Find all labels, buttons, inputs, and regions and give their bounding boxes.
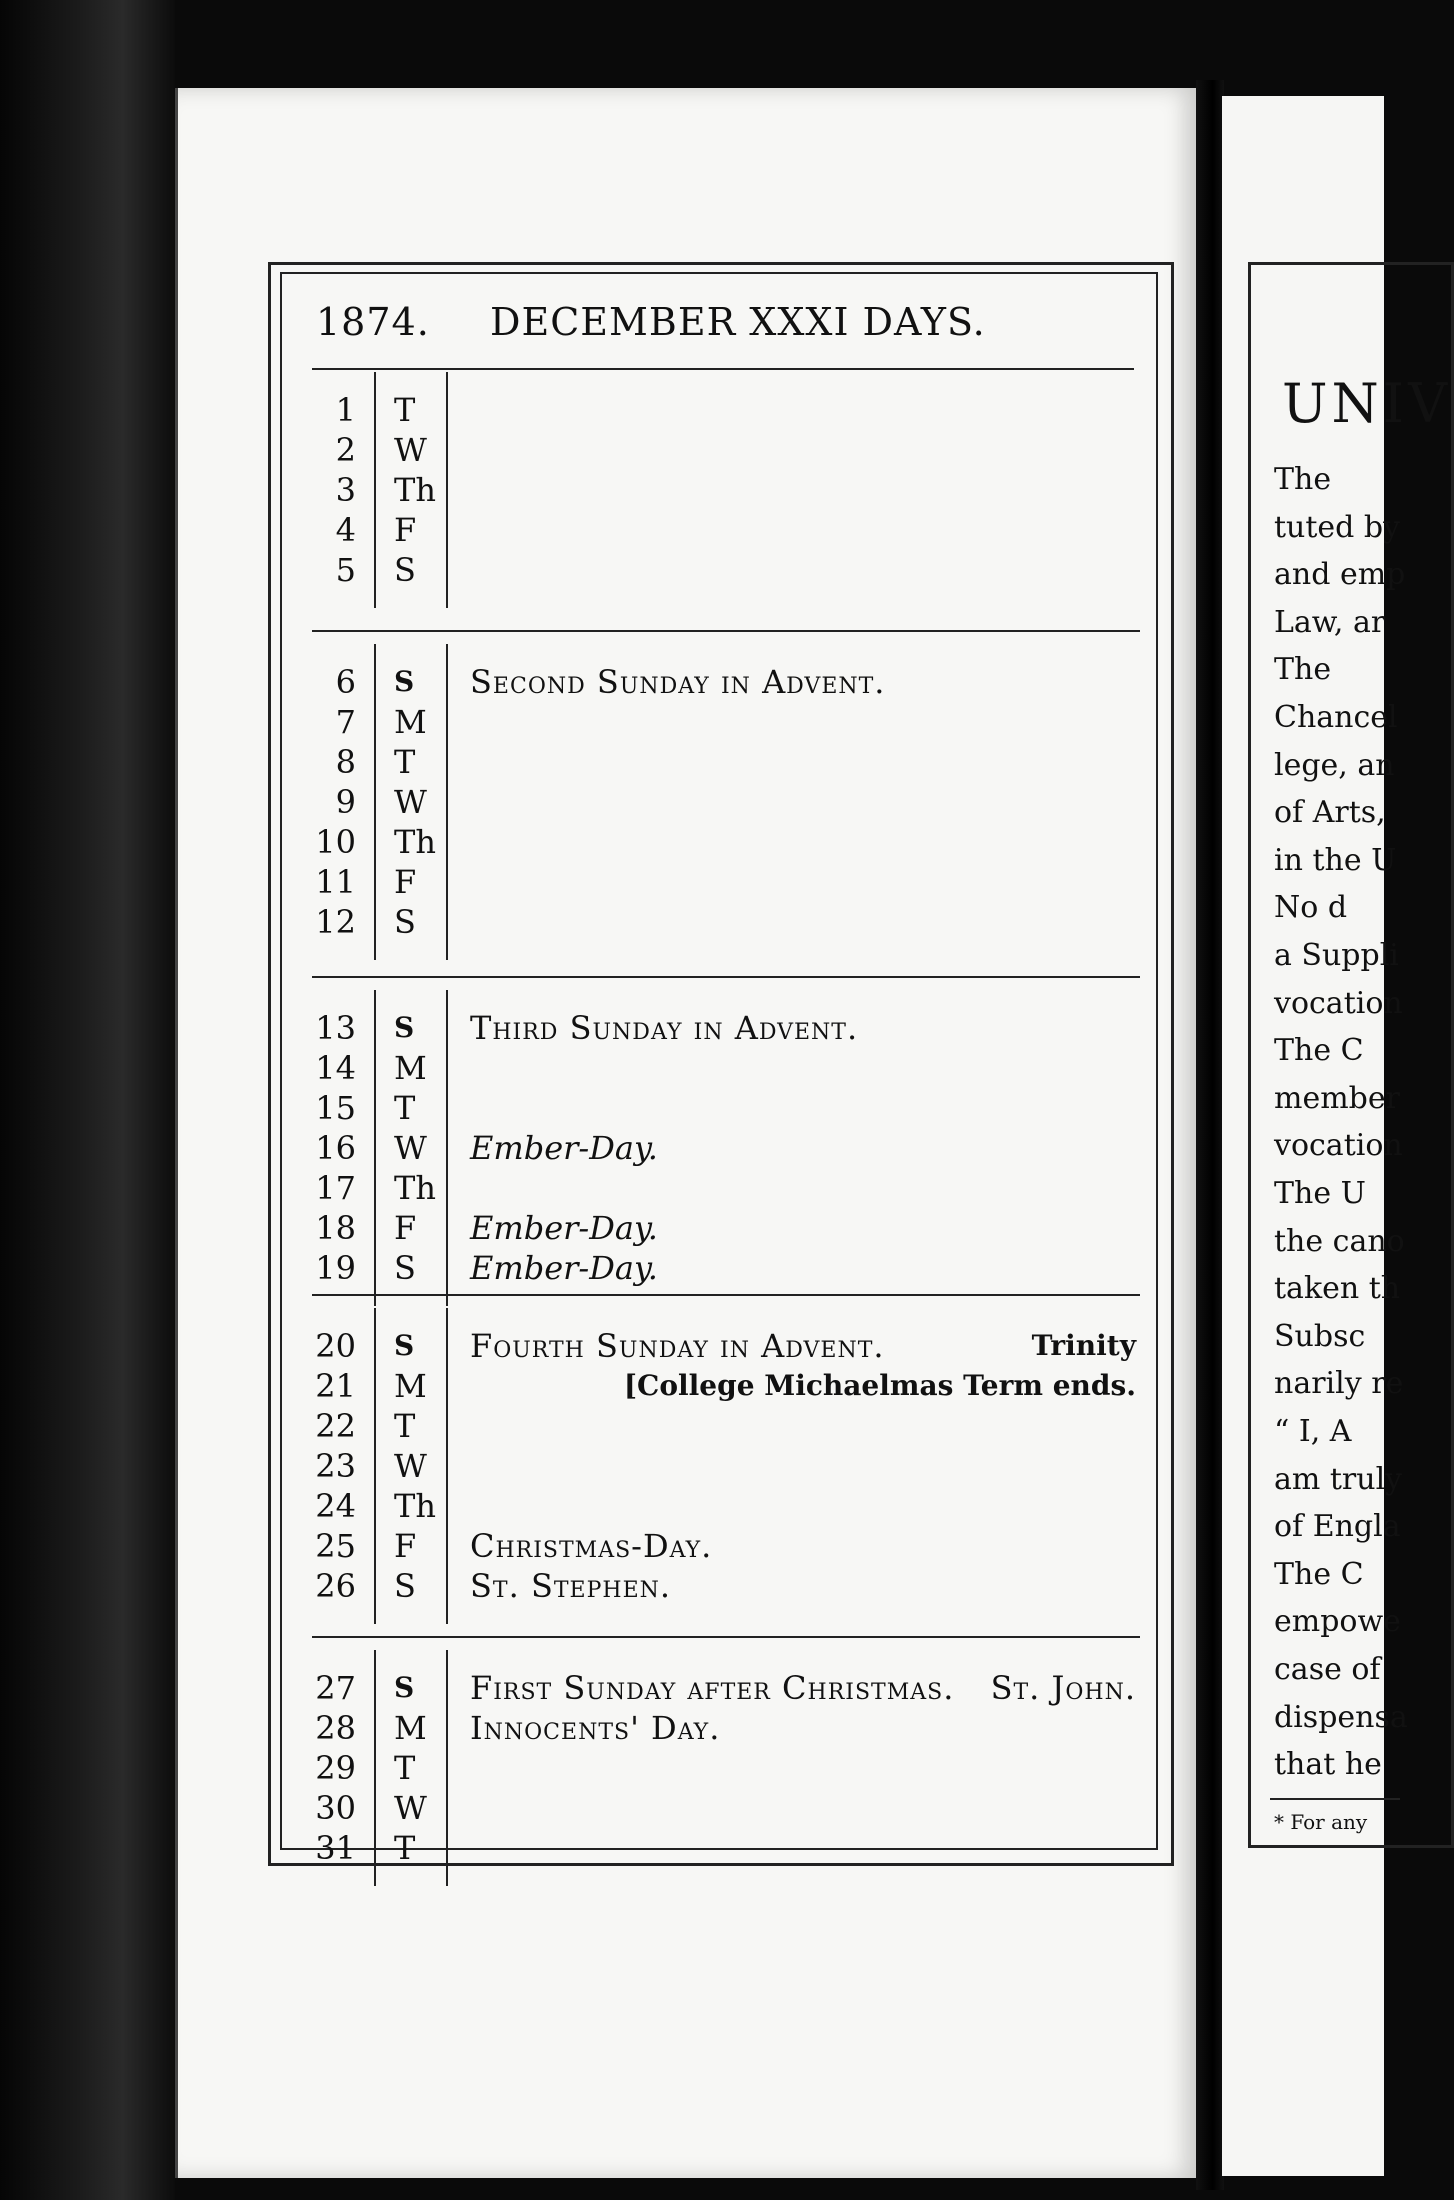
calendar-row	[312, 1668, 1140, 1708]
weekday-letter: M	[394, 1367, 427, 1405]
day-number: 3	[335, 471, 356, 509]
calendar-row	[312, 550, 1140, 590]
right-page-line: taken th	[1274, 1271, 1401, 1307]
week-divider	[312, 630, 1140, 632]
weekday-letter: S	[394, 1011, 415, 1044]
term-note: Trinity	[1031, 1329, 1136, 1362]
calendar-row	[312, 1248, 1140, 1288]
weekday-letter: T	[394, 1829, 416, 1867]
feast-note: Innocents' Day.	[470, 1709, 721, 1747]
calendar-row	[312, 1526, 1140, 1566]
calendar-row	[312, 662, 1140, 702]
calendar-row	[312, 510, 1140, 550]
calendar-row	[312, 1828, 1140, 1868]
day-number: 14	[315, 1049, 356, 1087]
right-page-line: The U	[1274, 1176, 1366, 1211]
calendar-row	[312, 1748, 1140, 1788]
day-number: 4	[335, 511, 356, 549]
weekday-letter: S	[394, 903, 416, 941]
right-page-line: The C	[1274, 1556, 1364, 1592]
calendar-row	[312, 862, 1140, 902]
weekday-letter: T	[394, 1407, 416, 1445]
weekday-letter: S	[394, 1329, 415, 1362]
day-number: 29	[315, 1749, 356, 1787]
calendar-row	[312, 1008, 1140, 1048]
right-page-line: vocation	[1274, 985, 1403, 1021]
calendar-row	[312, 1486, 1140, 1526]
day-number: 22	[315, 1407, 356, 1445]
weekday-letter: F	[394, 863, 417, 901]
weekday-letter: Th	[394, 823, 436, 861]
feast-note: St. Stephen.	[470, 1567, 672, 1605]
calendar-row	[312, 1366, 1140, 1406]
weekday-letter: F	[394, 511, 417, 549]
weekday-letter: S	[394, 1249, 416, 1287]
weekday-letter: M	[394, 703, 427, 741]
day-number: 9	[335, 783, 356, 821]
weekday-letter: M	[394, 1049, 427, 1087]
day-number: 5	[335, 551, 356, 589]
day-number: 8	[335, 743, 356, 781]
weekday-letter: T	[394, 743, 416, 781]
day-number: 23	[315, 1447, 356, 1485]
day-number: 30	[315, 1789, 356, 1827]
weekday-letter: F	[394, 1209, 417, 1247]
weekday-letter: W	[394, 1789, 427, 1827]
feast-note: Ember-Day.	[470, 1209, 658, 1247]
day-number: 19	[315, 1249, 356, 1287]
calendar-row	[312, 1446, 1140, 1486]
day-number: 26	[315, 1567, 356, 1605]
day-number: 6	[335, 663, 356, 701]
feast-note: Second Sunday in Advent.	[470, 663, 886, 701]
day-number: 7	[335, 703, 356, 741]
calendar-row	[312, 1128, 1140, 1168]
weekday-letter: W	[394, 1447, 427, 1485]
right-page-footnote: * For any	[1274, 1810, 1368, 1834]
day-number: 31	[315, 1829, 356, 1867]
calendar-row	[312, 1326, 1140, 1366]
right-page-line: The C	[1274, 1033, 1364, 1069]
calendar-year: 1874.	[316, 300, 430, 344]
day-number: 20	[315, 1327, 356, 1365]
calendar-row	[312, 1048, 1140, 1088]
right-page-line: The	[1274, 652, 1332, 688]
calendar-row	[312, 902, 1140, 942]
day-number: 2	[335, 431, 356, 469]
right-page-line: the cano	[1274, 1223, 1405, 1259]
weekday-letter: F	[394, 1527, 417, 1565]
right-page-line: member	[1274, 1080, 1400, 1116]
week-divider	[312, 1294, 1140, 1296]
book-spine	[0, 0, 175, 2200]
calendar-row	[312, 702, 1140, 742]
weekday-letter: S	[394, 1671, 415, 1704]
footnote-divider	[1270, 1798, 1400, 1800]
right-page-line: Law, ar	[1274, 604, 1386, 640]
day-number: 13	[315, 1009, 356, 1047]
calendar-row	[312, 782, 1140, 822]
weekday-letter: S	[394, 665, 415, 698]
calendar-row	[312, 1788, 1140, 1828]
week-divider	[312, 1636, 1140, 1638]
week-divider	[312, 976, 1140, 978]
weekday-letter: W	[394, 783, 427, 821]
calendar-row	[312, 1208, 1140, 1248]
weekday-letter: M	[394, 1709, 427, 1747]
right-page-line: a Suppli	[1274, 938, 1399, 973]
calendar-row	[312, 1566, 1140, 1606]
day-number: 11	[315, 863, 356, 901]
right-page-line: No d	[1274, 890, 1348, 926]
right-page-line: The	[1274, 462, 1332, 497]
calendar-row	[312, 1406, 1140, 1446]
right-page-line: am truly	[1274, 1461, 1403, 1497]
feast-note: Third Sunday in Advent.	[470, 1009, 859, 1047]
day-number: 24	[315, 1487, 356, 1525]
weekday-letter: Th	[394, 471, 436, 509]
weekday-letter: W	[394, 1129, 427, 1167]
term-note: St. John.	[990, 1669, 1136, 1707]
right-page-line: Chancel	[1274, 700, 1398, 735]
right-page-line: in the U	[1274, 842, 1397, 878]
calendar-row	[312, 1168, 1140, 1208]
calendar-row	[312, 742, 1140, 782]
right-page-heading: UNIV	[1282, 372, 1452, 435]
weekday-letter: S	[394, 1567, 416, 1605]
right-page-line: vocation	[1274, 1128, 1403, 1164]
right-page-line: that he	[1274, 1747, 1382, 1783]
calendar-month-title: DECEMBER XXXI DAYS.	[490, 300, 986, 344]
calendar-row	[312, 470, 1140, 510]
weekday-letter: Th	[394, 1169, 436, 1207]
calendar-row	[312, 390, 1140, 430]
page-gutter	[1196, 80, 1224, 2190]
day-number: 15	[315, 1089, 356, 1127]
right-page-line: Subsc	[1274, 1318, 1366, 1354]
feast-note: Christmas-Day.	[470, 1527, 713, 1565]
feast-note: Ember-Day.	[470, 1249, 658, 1287]
feast-note: First Sunday after Christmas.	[470, 1669, 955, 1707]
day-number: 25	[315, 1527, 356, 1565]
calendar-row	[312, 430, 1140, 470]
feast-note: Fourth Sunday in Advent.	[470, 1327, 885, 1365]
calendar-row	[312, 1708, 1140, 1748]
term-note: [College Michaelmas Term ends.	[623, 1369, 1136, 1402]
weekday-letter: W	[394, 431, 427, 469]
calendar-row	[312, 822, 1140, 862]
day-number: 21	[315, 1367, 356, 1405]
right-page-line: of Arts,	[1274, 795, 1386, 831]
day-number: 18	[315, 1209, 356, 1247]
right-page-line: and emp	[1274, 557, 1406, 593]
day-number: 17	[315, 1169, 356, 1207]
weekday-letter: T	[394, 1749, 416, 1787]
day-number: 1	[335, 391, 356, 429]
calendar-row	[312, 1088, 1140, 1128]
right-page-line: lege, an	[1274, 747, 1395, 783]
day-number: 10	[315, 823, 356, 861]
day-number: 28	[315, 1709, 356, 1747]
feast-note: Ember-Day.	[470, 1129, 658, 1167]
right-page-line: “ I, A	[1274, 1414, 1352, 1449]
day-number: 16	[315, 1129, 356, 1167]
right-page-line: of Engla	[1274, 1509, 1401, 1545]
weekday-letter: Th	[394, 1487, 436, 1525]
weekday-letter: S	[394, 551, 416, 589]
right-page-line: dispensa	[1274, 1699, 1408, 1735]
day-number: 12	[315, 903, 356, 941]
right-page-line: tuted by	[1274, 509, 1401, 545]
day-number: 27	[315, 1669, 356, 1707]
calendar-header	[316, 300, 1116, 350]
weekday-letter: T	[394, 1089, 416, 1127]
header-divider	[312, 368, 1134, 370]
right-page-line: narily re	[1274, 1366, 1404, 1402]
right-page-line: empowe	[1274, 1604, 1401, 1640]
right-page-line: case of	[1274, 1652, 1381, 1687]
weekday-letter: T	[394, 391, 416, 429]
